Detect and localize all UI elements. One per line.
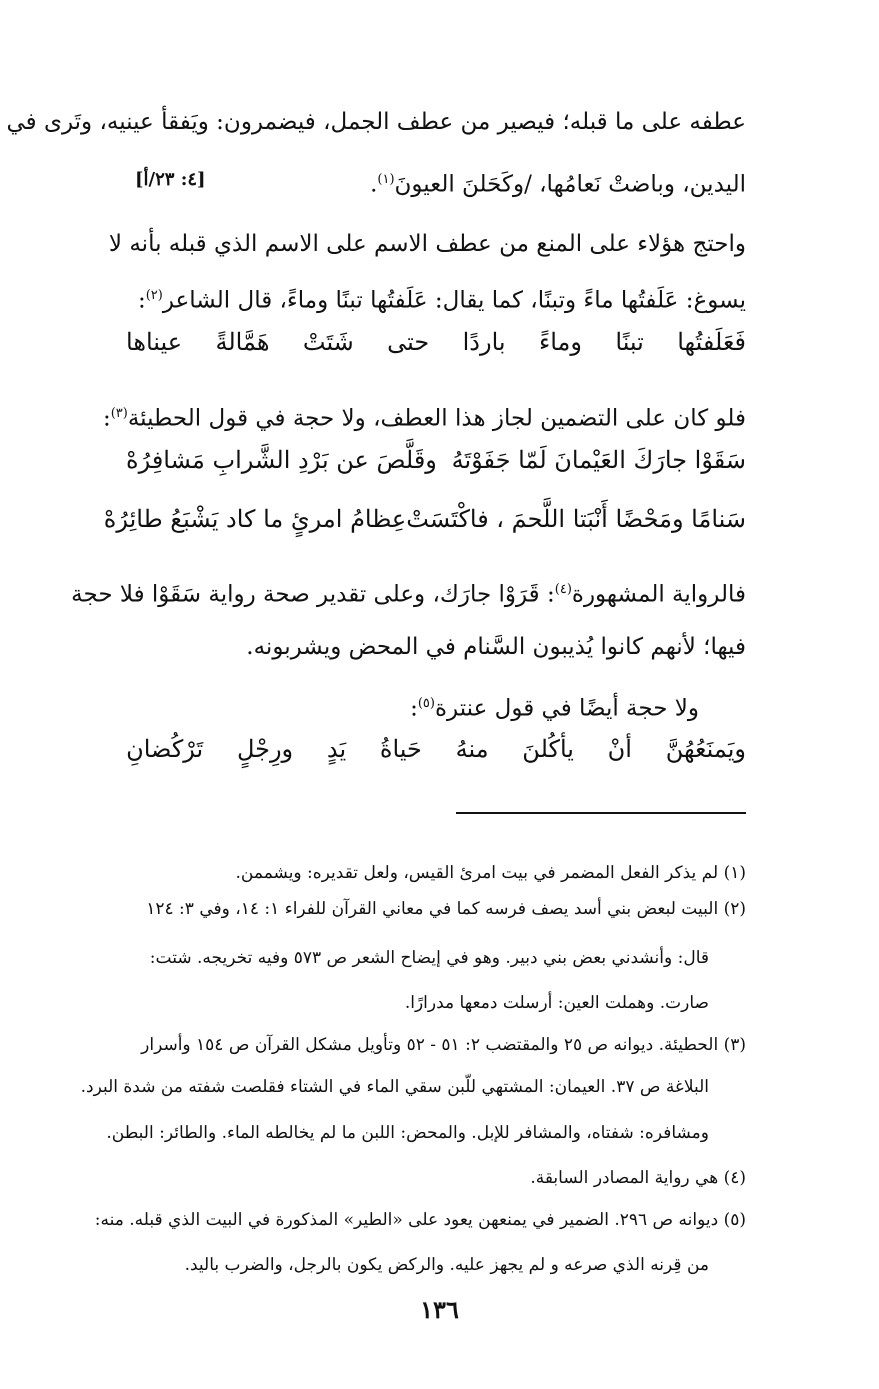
body-line-5: فلو كان على التضمين لجاز هذا العطف، ولا حجة في قول الحطيئة$^{(٣)}$: bbox=[102, 405, 746, 432]
body-line-5-text: فلو كان على التضمين لجاز هذا العطف، ولا حجة في قول الحطيئة bbox=[127, 405, 746, 432]
body-line-8-text: ولا حجة أيضًا في قول عنترة bbox=[434, 695, 699, 722]
body-line-3: واحتج هؤلاء على المنع من عطف الاسم على الاسم الذي قبله بأنه لا bbox=[108, 231, 746, 257]
verse-1 bbox=[126, 320, 746, 364]
verse-1-word: شَتَتْ bbox=[302, 328, 354, 356]
body-line-6 bbox=[71, 568, 746, 617]
footnote-3-line-1: (٣) الحطيئة. ديوانه ص ٢٥ والمقتضب ٢: ٥١ - ٥٢ وتأويل مشكل القرآن ص ١٥٤ وأسرار bbox=[141, 1035, 746, 1055]
verse-3-first-hemistich: سَنامًا ومَحْضًا أَنْبَتا اللَّحمَ ، فاكْتَسَتْ bbox=[406, 505, 746, 533]
body-line-4-text: يسوغ: عَلَفتُها ماءً وتبنًا، كما يقال: عَلَفتُها تبنًا وماءً، قال الشاعر bbox=[162, 287, 746, 314]
body-line-1: عطفه على ما قبله؛ فيصير من عطف الجمل، فيضمرون: ويَفقأ عينيه، وتَرى في bbox=[6, 109, 746, 135]
verse-1-word: وماءً bbox=[538, 328, 582, 356]
page-number: ١٣٦ bbox=[420, 1295, 459, 1324]
verse-4-word: منهُ bbox=[455, 735, 489, 763]
verse-4-word: حَياةُ bbox=[379, 735, 422, 763]
verse-2-first-hemistich: سَقَوْا جارَكَ العَيْمانَ لَمّا جَفَوْتَهُ bbox=[451, 446, 746, 474]
verse-1-word: باردًا bbox=[462, 328, 506, 356]
margin-reference: [٤: ٢٣/أ] bbox=[135, 169, 206, 190]
verse-1-word: هَمَّالةً bbox=[215, 328, 270, 356]
body-line-6-text: فالرواية المشهورة bbox=[571, 581, 746, 608]
footnote-5-line-1: (٥) ديوانه ص ٢٩٦. الضمير في يمنعهن يعود على «الطير» المذكورة في البيت الذي قبله. منه: bbox=[94, 1210, 746, 1230]
verse-1-word: عيناها bbox=[126, 328, 183, 356]
footnote-marker-4: (٤) bbox=[554, 582, 572, 597]
footnote-2-line-1: (٢) البيت لبعض بني أسد يصف فرسه كما في معاني القرآن للفراء ١: ١٤، وفي ٣: ١٢٤ bbox=[146, 899, 746, 919]
verse-4-word: تَرْكُضانِ bbox=[126, 735, 204, 763]
footnote-marker-3: (٣) bbox=[110, 406, 128, 421]
footnote-marker-5: (٥) bbox=[417, 696, 435, 711]
verse-1-word: حتى bbox=[387, 328, 430, 356]
verse-2 bbox=[126, 438, 746, 482]
footnote-2-line-3: صارت. وهملت العين: أرسلت دمعها مدرارًا. bbox=[404, 993, 709, 1013]
footnote-3-line-2: البلاغة ص ٣٧. العيمان: المشتهي للّبن سقي الماء في الشتاء فقلصت شفته من شدة البرد. bbox=[80, 1077, 709, 1097]
verse-3-second-hemistich: عِظامُ امرئٍ ما كاد يَشْبَعُ طائِرُهْ bbox=[103, 505, 407, 533]
verse-1-word: تبنًا bbox=[615, 328, 644, 356]
body-line-6-rest: : قَرَوْا جارَك، وعلى تقدير صحة رواية سَقَوْا فلا حجة bbox=[71, 581, 555, 608]
verse-4-word: يأكُلنَ bbox=[522, 735, 574, 763]
footnote-2-line-2: قال: وأنشدني بعض بني دبير. وهو في إيضاح الشعر ص ٥٧٣ وفيه تخريجه. شتت: bbox=[149, 948, 709, 968]
footnote-3-line-3: ومشافره: شفتاه، والمشافر للإبل. والمحض: اللبن ما لم يخالطه الماء. والطائر: البطن. bbox=[106, 1123, 709, 1143]
footnote-marker-1: (١) bbox=[377, 172, 395, 187]
body-line-8: ولا حجة أيضًا في قول عنترة$^{(٥)}$: bbox=[410, 695, 699, 722]
footnote-5-line-2: من قِرنه الذي صرعه و لم يجهز عليه. والركض يكون بالرجل، والضرب باليد. bbox=[184, 1255, 709, 1275]
verse-1-word: فَعَلَفتُها bbox=[677, 328, 746, 356]
body-line-4: يسوغ: عَلَفتُها ماءً وتبنًا، كما يقال: عَلَفتُها تبنًا وماءً، قال الشاعر$^{(٢)}$: bbox=[137, 287, 746, 314]
verse-4-word: ويَمنَعُهُنَّ bbox=[665, 735, 746, 763]
verse-4 bbox=[126, 727, 746, 771]
footnote-separator bbox=[456, 812, 746, 814]
verse-4-word: ورِجْلٍ bbox=[236, 735, 294, 763]
verse-2-second-hemistich: وقَلَّصَ عن بَرْدِ الشَّرابِ مَشافِرُهْ bbox=[126, 446, 437, 474]
verse-4-word: أنْ bbox=[607, 735, 632, 763]
footnote-marker-2: (٢) bbox=[145, 288, 163, 303]
body-line-7: فيها؛ لأنهم كانوا يُذيبون السَّنام في المحض ويشربونه. bbox=[246, 634, 746, 660]
body-line-2: اليدين، وباضتْ نَعامُها، /وكَحَلنَ العيونَ$^{(١)}$. bbox=[370, 171, 746, 198]
footnote-1: (١) لم يذكر الفعل المضمر في بيت امرئ القيس، ولعل تقديره: ويشممن. bbox=[235, 863, 746, 883]
body-line-2-text: اليدين، وباضتْ نَعامُها، /وكَحَلنَ العيونَ bbox=[394, 171, 746, 198]
verse-3 bbox=[103, 497, 746, 541]
verse-4-word: يَدٍ bbox=[326, 735, 347, 763]
footnote-4: (٤) هي رواية المصادر السابقة. bbox=[530, 1168, 746, 1188]
